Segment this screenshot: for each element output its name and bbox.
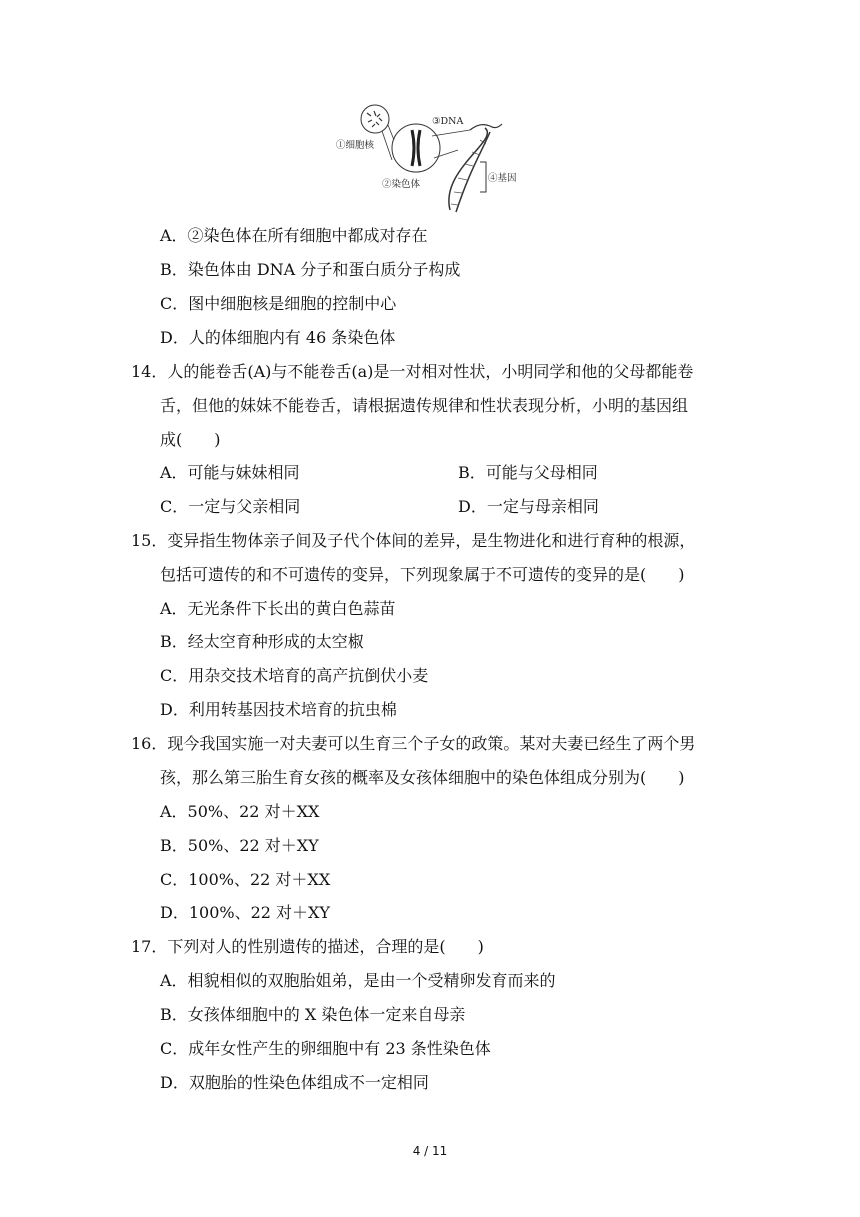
q15-stem-line-1: 15．变异指生物体亲子间及子代个体间的差异，是生物进化和进行育种的根源， bbox=[131, 531, 696, 550]
q16-option-a: A．50%、22 对＋XX bbox=[160, 802, 320, 821]
q17-option-b: B．女孩体细胞中的 X 染色体一定来自母亲 bbox=[160, 1005, 466, 1024]
q15-option-b: B．经太空育种形成的太空椒 bbox=[160, 632, 364, 651]
page-number: 4 / 11 bbox=[412, 1144, 448, 1158]
q16-option-d: D．100%、22 对＋XY bbox=[160, 903, 330, 922]
q13-option-c: C．图中细胞核是细胞的控制中心 bbox=[160, 294, 397, 313]
q16-stem-line-2: 孩，那么第三胎生育女孩的概率及女孩体细胞中的染色体组成分别为( ) bbox=[160, 768, 685, 787]
q17-option-c: C．成年女性产生的卵细胞中有 23 条性染色体 bbox=[160, 1039, 491, 1058]
q17-option-d: D．双胞胎的性染色体组成不一定相同 bbox=[160, 1073, 429, 1092]
q13-option-a: A．②染色体在所有细胞中都成对存在 bbox=[160, 226, 428, 245]
gene-label: ④基因 bbox=[488, 173, 517, 184]
q14-stem-line-2: 舌，但他的妹妹不能卷舌，请根据遗传规律和性状表现分析，小明的基因组 bbox=[160, 396, 689, 415]
q15-option-a: A．无光条件下长出的黄白色蒜苗 bbox=[160, 599, 396, 618]
q13-option-b: B．染色体由 DNA 分子和蛋白质分子构成 bbox=[160, 260, 461, 279]
q17-stem-line-1: 17．下列对人的性别遗传的描述，合理的是( ) bbox=[131, 937, 484, 956]
nucleus-label: ①细胞核 bbox=[336, 140, 375, 151]
q17-option-a: A．相貌相似的双胞胎姐弟，是由一个受精卵发育而来的 bbox=[160, 971, 556, 990]
dna-label: ③DNA bbox=[432, 116, 464, 127]
cell-dna-diagram bbox=[330, 100, 530, 218]
q14-option-d: D．一定与母亲相同 bbox=[458, 497, 599, 516]
q16-option-b: B．50%、22 对＋XY bbox=[160, 836, 319, 855]
q13-option-d: D．人的体细胞内有 46 条染色体 bbox=[160, 328, 396, 347]
q16-option-c: C．100%、22 对＋XX bbox=[160, 870, 331, 889]
q15-stem-line-2: 包括可遗传的和不可遗传的变异，下列现象属于不可遗传的变异的是( ) bbox=[160, 565, 685, 584]
q15-option-d: D．利用转基因技术培育的抗虫棉 bbox=[160, 700, 397, 719]
cell-dna-figure bbox=[330, 100, 530, 218]
q16-stem-line-1: 16．现今我国实施一对夫妻可以生育三个子女的政策。某对夫妻已经生了两个男 bbox=[131, 734, 696, 753]
q14-option-a: A．可能与妹妹相同 bbox=[160, 463, 300, 482]
q14-option-c: C．一定与父亲相同 bbox=[160, 497, 301, 516]
chromosome-label: ②染色体 bbox=[382, 179, 421, 190]
q14-stem-line-3: 成( ) bbox=[160, 430, 221, 449]
q15-option-c: C．用杂交技术培育的高产抗倒伏小麦 bbox=[160, 666, 429, 685]
q14-option-b: B．可能与父母相同 bbox=[458, 463, 598, 482]
q14-stem-line-1: 14．人的能卷舌(A)与不能卷舌(a)是一对相对性状，小明同学和他的父母都能卷 bbox=[131, 362, 694, 381]
